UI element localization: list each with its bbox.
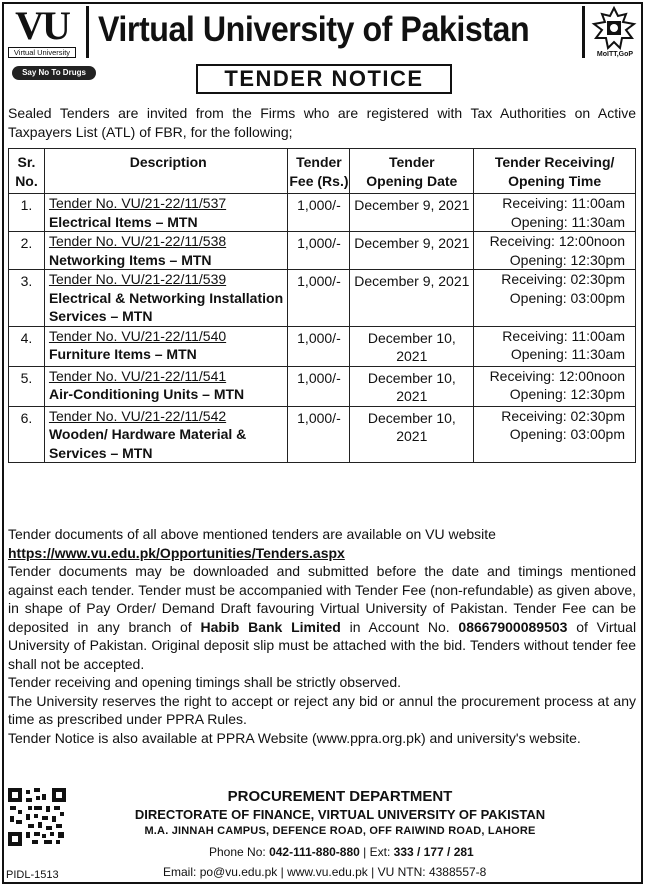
- fee-cell: 1,000/-: [288, 366, 350, 406]
- opening-time: Opening: 12:30pm: [509, 251, 625, 268]
- description-cell: [44, 194, 288, 232]
- sr-cell: 2.: [9, 232, 45, 270]
- sr-cell: 3.: [9, 270, 45, 327]
- ext-number: 333 / 177 / 281: [393, 845, 474, 859]
- logo-mark: VU: [15, 3, 69, 48]
- header-sr-line2: No.: [15, 173, 38, 189]
- ntn-label: VU NTN:: [377, 865, 426, 879]
- separator: |: [371, 865, 375, 879]
- phone-line: [209, 844, 474, 860]
- sr-cell: 6.: [9, 406, 45, 463]
- header-sr-line1: Sr.: [17, 154, 36, 170]
- time-cell: [474, 366, 636, 406]
- table-row: [9, 232, 636, 270]
- ppra-text: Tender Notice is also available at PPRA Website (www.ppra.org.pk) and university's website.: [8, 729, 581, 746]
- sr-cell: 4.: [9, 326, 45, 366]
- table-row: [9, 406, 636, 463]
- receiving-time: Receiving: 12:00noon: [489, 367, 625, 384]
- table-header-row: [9, 149, 636, 194]
- header-time-line2: Opening Time: [508, 173, 602, 189]
- tender-number: Tender No. VU/21-22/11/542: [48, 407, 227, 424]
- timings-text: Tender receiving and opening timings shall be strictly observed.: [8, 674, 401, 690]
- fee-cell: 1,000/-: [288, 270, 350, 327]
- date-cell: December 10, 2021: [350, 406, 474, 463]
- header-time-line1: Tender Receiving/: [494, 154, 615, 170]
- opening-time: Opening: 03:00pm: [509, 289, 625, 306]
- sr-cell: 5.: [9, 366, 45, 406]
- description-cell: [44, 270, 288, 327]
- header-fee: [288, 149, 350, 194]
- download-part2: in Account No.: [349, 618, 450, 635]
- tenders-url-link[interactable]: https://www.vu.edu.pk/Opportunities/Tenders.aspx: [8, 544, 345, 561]
- university-title: Virtual University of Pakistan: [98, 10, 530, 49]
- receiving-time: Receiving: 02:30pm: [501, 271, 625, 287]
- pidl-code: PIDL-1513: [6, 869, 59, 881]
- opening-time: Opening: 11:30am: [510, 346, 625, 362]
- time-cell: [474, 232, 636, 270]
- header-divider-left: [86, 6, 89, 58]
- tender-table: [8, 148, 636, 463]
- docs-available-text: [8, 525, 636, 562]
- table-row: [9, 326, 636, 366]
- item-name: Electrical & Networking Installation Services – MTN: [48, 289, 284, 324]
- tender-number: Tender No. VU/21-22/11/540: [48, 327, 227, 344]
- item-name: Electrical Items – MTN: [48, 213, 198, 230]
- header-date-line2: Opening Date: [366, 173, 458, 189]
- say-no-to-drugs-badge: Say No To Drugs: [12, 66, 96, 80]
- fee-cell: 1,000/-: [288, 326, 350, 366]
- receiving-time: Receiving: 11:00am: [502, 327, 625, 344]
- tender-number: Tender No. VU/21-22/11/541: [48, 367, 227, 384]
- download-paragraph: [8, 562, 636, 673]
- government-seal-icon: [590, 6, 638, 50]
- bank-name: Habib Bank Limited: [200, 618, 341, 635]
- date-cell: December 9, 2021: [350, 194, 474, 232]
- separator: |: [280, 865, 284, 879]
- date-cell: December 10, 2021: [350, 366, 474, 406]
- header-time: [474, 149, 636, 194]
- time-cell: [474, 194, 636, 232]
- email-label: Email:: [163, 865, 197, 879]
- fee-cell: 1,000/-: [288, 194, 350, 232]
- download-part3: of Virtual University of Pakistan. Original deposit slip must be attached with the bid. Tenders without tender fee shall not be accepted.: [8, 618, 637, 672]
- footer: [80, 788, 640, 879]
- ntn-number: 4388557-8: [428, 865, 487, 879]
- website-link[interactable]: www.vu.edu.pk: [287, 865, 368, 879]
- phone-number: 042-111-880-880: [269, 845, 360, 859]
- email-link[interactable]: po@vu.edu.pk: [199, 865, 278, 879]
- opening-time: Opening: 03:00pm: [509, 426, 625, 442]
- vu-logo: [4, 3, 80, 58]
- fee-cell: 1,000/-: [288, 232, 350, 270]
- separator: |: [363, 845, 367, 859]
- account-number: 08667900089503: [458, 618, 568, 635]
- tender-body-text: [8, 525, 636, 747]
- time-cell: [474, 406, 636, 463]
- sr-cell: 1.: [9, 194, 45, 232]
- header-date: [350, 149, 474, 194]
- time-cell: [474, 270, 636, 327]
- tender-number: Tender No. VU/21-22/11/539: [48, 271, 227, 287]
- fee-cell: 1,000/-: [288, 406, 350, 463]
- item-name: Wooden/ Hardware Material & Services – MTN: [48, 426, 247, 461]
- docs-available: Tender documents of all above mentioned tenders are available on VU website: [8, 526, 496, 542]
- intro-paragraph: Sealed Tenders are invited from the Firms who are registered with Tax Authorities on Active Taxpayers List (ATL) of FBR, for the following;: [8, 105, 636, 140]
- header-date-line1: Tender: [388, 154, 435, 170]
- tender-notice-title: TENDER NOTICE: [196, 64, 452, 94]
- header-sr: [9, 149, 45, 194]
- date-cell: December 10, 2021: [350, 326, 474, 366]
- tender-number: Tender No. VU/21-22/11/538: [48, 233, 227, 249]
- date-cell: December 9, 2021: [350, 270, 474, 327]
- ext-label: Ext:: [369, 845, 391, 859]
- date-cell: December 9, 2021: [350, 232, 474, 270]
- contact-line: [163, 864, 486, 880]
- description-cell: [44, 232, 288, 270]
- tender-number: Tender No. VU/21-22/11/537: [48, 195, 227, 211]
- table-row: [9, 366, 636, 406]
- table-row: [9, 194, 636, 232]
- table-row: [9, 270, 636, 327]
- description-cell: [44, 406, 288, 463]
- receiving-time: Receiving: 12:00noon: [489, 233, 625, 249]
- item-name: Furniture Items – MTN: [48, 346, 197, 362]
- logo-subtext: Virtual University: [8, 47, 76, 58]
- time-cell: [474, 326, 636, 366]
- item-name: Networking Items – MTN: [48, 251, 212, 268]
- directorate-name: DIRECTORATE OF FINANCE, VIRTUAL UNIVERSITY OF PAKISTAN: [134, 807, 546, 822]
- item-name: Air-Conditioning Units – MTN: [48, 386, 245, 402]
- opening-time: Opening: 12:30pm: [509, 386, 625, 402]
- description-cell: [44, 326, 288, 366]
- address: M.A. JINNAH CAMPUS, DEFENCE ROAD, OFF RAIWIND ROAD, LAHORE: [144, 825, 536, 837]
- header-fee-line2: Fee (Rs.): [289, 173, 349, 189]
- receiving-time: Receiving: 02:30pm: [501, 407, 625, 424]
- rights-text: The University reserves the right to accept or reject any bid or annul the procurement process at any time as prescribed under PPRA Rules.: [8, 692, 636, 727]
- header-description: Description: [44, 149, 288, 194]
- department-name: PROCUREMENT DEPARTMENT: [227, 788, 453, 805]
- description-cell: [44, 366, 288, 406]
- header-fee-line1: Tender: [296, 154, 342, 170]
- phone-label: Phone No:: [209, 845, 266, 859]
- header-divider-right: [582, 6, 585, 58]
- seal-label: MoITT,GoP: [596, 51, 634, 58]
- opening-time: Opening: 11:30am: [510, 213, 625, 230]
- download-part1: Tender documents may be downloaded and submitted before the date and timings mentioned against each tender. Tender must be accompanied with Tender Fee (non-refundable) as given above, in shape of Pay Order/ Demand Draft favouring Virtual University of Pakistan. Tender Fee can be deposited in any branch of: [8, 563, 636, 635]
- receiving-time: Receiving: 11:00am: [502, 195, 625, 211]
